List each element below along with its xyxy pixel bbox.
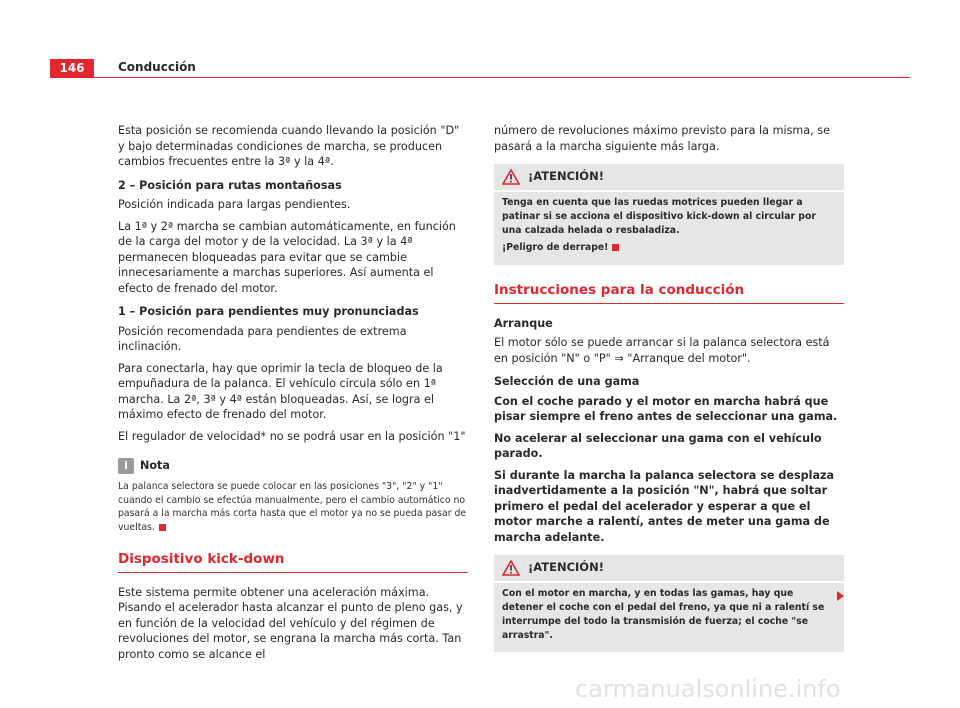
note-header bbox=[118, 458, 468, 474]
continued-paragraph: número de revoluciones máximo previsto para la misma, se pasará a la marcha siguiente más larga. bbox=[494, 124, 830, 153]
paragraph-2a: Posición indicada para largas pendientes. bbox=[118, 198, 351, 211]
left-column bbox=[118, 123, 468, 668]
heading-arranque: Arranque bbox=[494, 316, 553, 330]
bold-paragraph-3: Si durante la marcha la palanca selectora se desplaza inadvertidamente a la posición "N", habrá que soltar primero el pedal del acelerador y esperar a que el motor marche a ralentí, antes de meter una gama de marcha adelante. bbox=[494, 468, 835, 544]
next-page-arrow-icon[interactable] bbox=[837, 591, 844, 601]
chapter-title: Conducción bbox=[118, 60, 196, 74]
intro-paragraph: Esta posición se recomienda cuando llevando la posición "D" y bajo determinadas condiciones de marcha, se producen cambios frecuentes entre la 3ª y la 4ª. bbox=[118, 124, 460, 168]
note-title: Nota bbox=[140, 459, 170, 473]
paragraph-2b: La 1ª y 2ª marcha se cambian automáticamente, en función de la carga del motor y de la velocidad. La 3ª y la 4ª permanecen bloqueadas para evitar que se cambie innecesariamente a marchas superiores. Así aumenta el efecto de frenado del motor. bbox=[118, 219, 456, 295]
warning-triangle-icon bbox=[502, 169, 520, 185]
paragraph-1b: Para conectarla, hay que oprimir la tecla de bloqueo de la empuñadura de la palanca. El vehículo circula sólo en 1ª marcha. La 2ª, 3ª y 4ª están bloqueadas. Así, se logra el máximo efecto de frenado del motor. bbox=[118, 361, 443, 421]
warning-triangle-icon bbox=[502, 560, 520, 576]
warning-box-1 bbox=[494, 164, 844, 265]
note-icon: i bbox=[118, 458, 134, 474]
end-square-icon bbox=[159, 524, 166, 531]
paragraph-1c: El regulador de velocidad* no se podrá usar en la posición "1" bbox=[118, 429, 466, 443]
heading-position-2: 2 – Posición para rutas montañosas bbox=[118, 178, 342, 192]
page-number: 146 bbox=[50, 59, 94, 78]
right-column bbox=[494, 123, 844, 658]
warning-title-2: ¡ATENCIÓN! bbox=[528, 560, 604, 575]
note-text bbox=[118, 480, 468, 534]
watermark: carmanualsonline.info bbox=[575, 675, 841, 703]
warning-title-1: ¡ATENCIÓN! bbox=[528, 169, 604, 184]
arranque-paragraph: El motor sólo se puede arrancar si la palanca selectora está en posición "N" o "P" ⇒ "Arranque del motor". bbox=[494, 336, 830, 365]
note-text-body: La palanca selectora se puede colocar en las posiciones "3", "2" y "1" cuando el cambio se efectúa manualmente, pero el cambio automático no pasará a la marcha más corta hasta que el motor ya no se pueda pasar de vueltas. bbox=[118, 481, 467, 533]
section-title-instrucciones: Instrucciones para la conducción bbox=[494, 283, 844, 304]
warning-header-2 bbox=[494, 555, 844, 583]
kickdown-paragraph: Este sistema permite obtener una aceleración máxima. Pisando el acelerador hasta alcanzar el punto de pleno gas, y en función de la velocidad del vehículo y del régimen de revoluciones del motor, se engrana la marcha más corta. Tan pronto como se alcance el bbox=[118, 585, 463, 661]
warning-body-2 bbox=[494, 583, 844, 642]
end-square-icon bbox=[612, 244, 619, 251]
warning-text-2: Con el motor en marcha, y en todas las gamas, hay que detener el coche con el pedal del freno, ya que ni a ralentí se interrumpe del todo la transmisión de fuerza; el coche "se arrastra". bbox=[502, 588, 825, 641]
bold-paragraph-2: No acelerar al seleccionar una gama con el vehículo parado. bbox=[494, 431, 822, 461]
warning-body-1 bbox=[494, 192, 844, 255]
warning-box-2 bbox=[494, 555, 844, 652]
heading-position-1: 1 – Posición para pendientes muy pronunciadas bbox=[118, 305, 419, 318]
header-rule bbox=[94, 77, 910, 78]
bold-paragraph-1: Con el coche parado y el motor en marcha habrá que pisar siempre el freno antes de seleccionar una gama. bbox=[494, 394, 838, 424]
paragraph-1a: Posición recomendada para pendientes de extrema inclinación. bbox=[118, 324, 407, 353]
warning-text-1b bbox=[502, 241, 836, 255]
heading-seleccion: Selección de una gama bbox=[494, 375, 640, 389]
warning-text-1: Tenga en cuenta que las ruedas motrices pueden llegar a patinar si se acciona el dispositivo kick-down al circular por una calzada helada o resbaladiza. bbox=[502, 197, 816, 236]
warning-header-1 bbox=[494, 164, 844, 192]
warning-text-1b-body: ¡Peligro de derrape! bbox=[502, 242, 609, 254]
section-title-kickdown: Dispositivo kick-down bbox=[118, 552, 468, 573]
